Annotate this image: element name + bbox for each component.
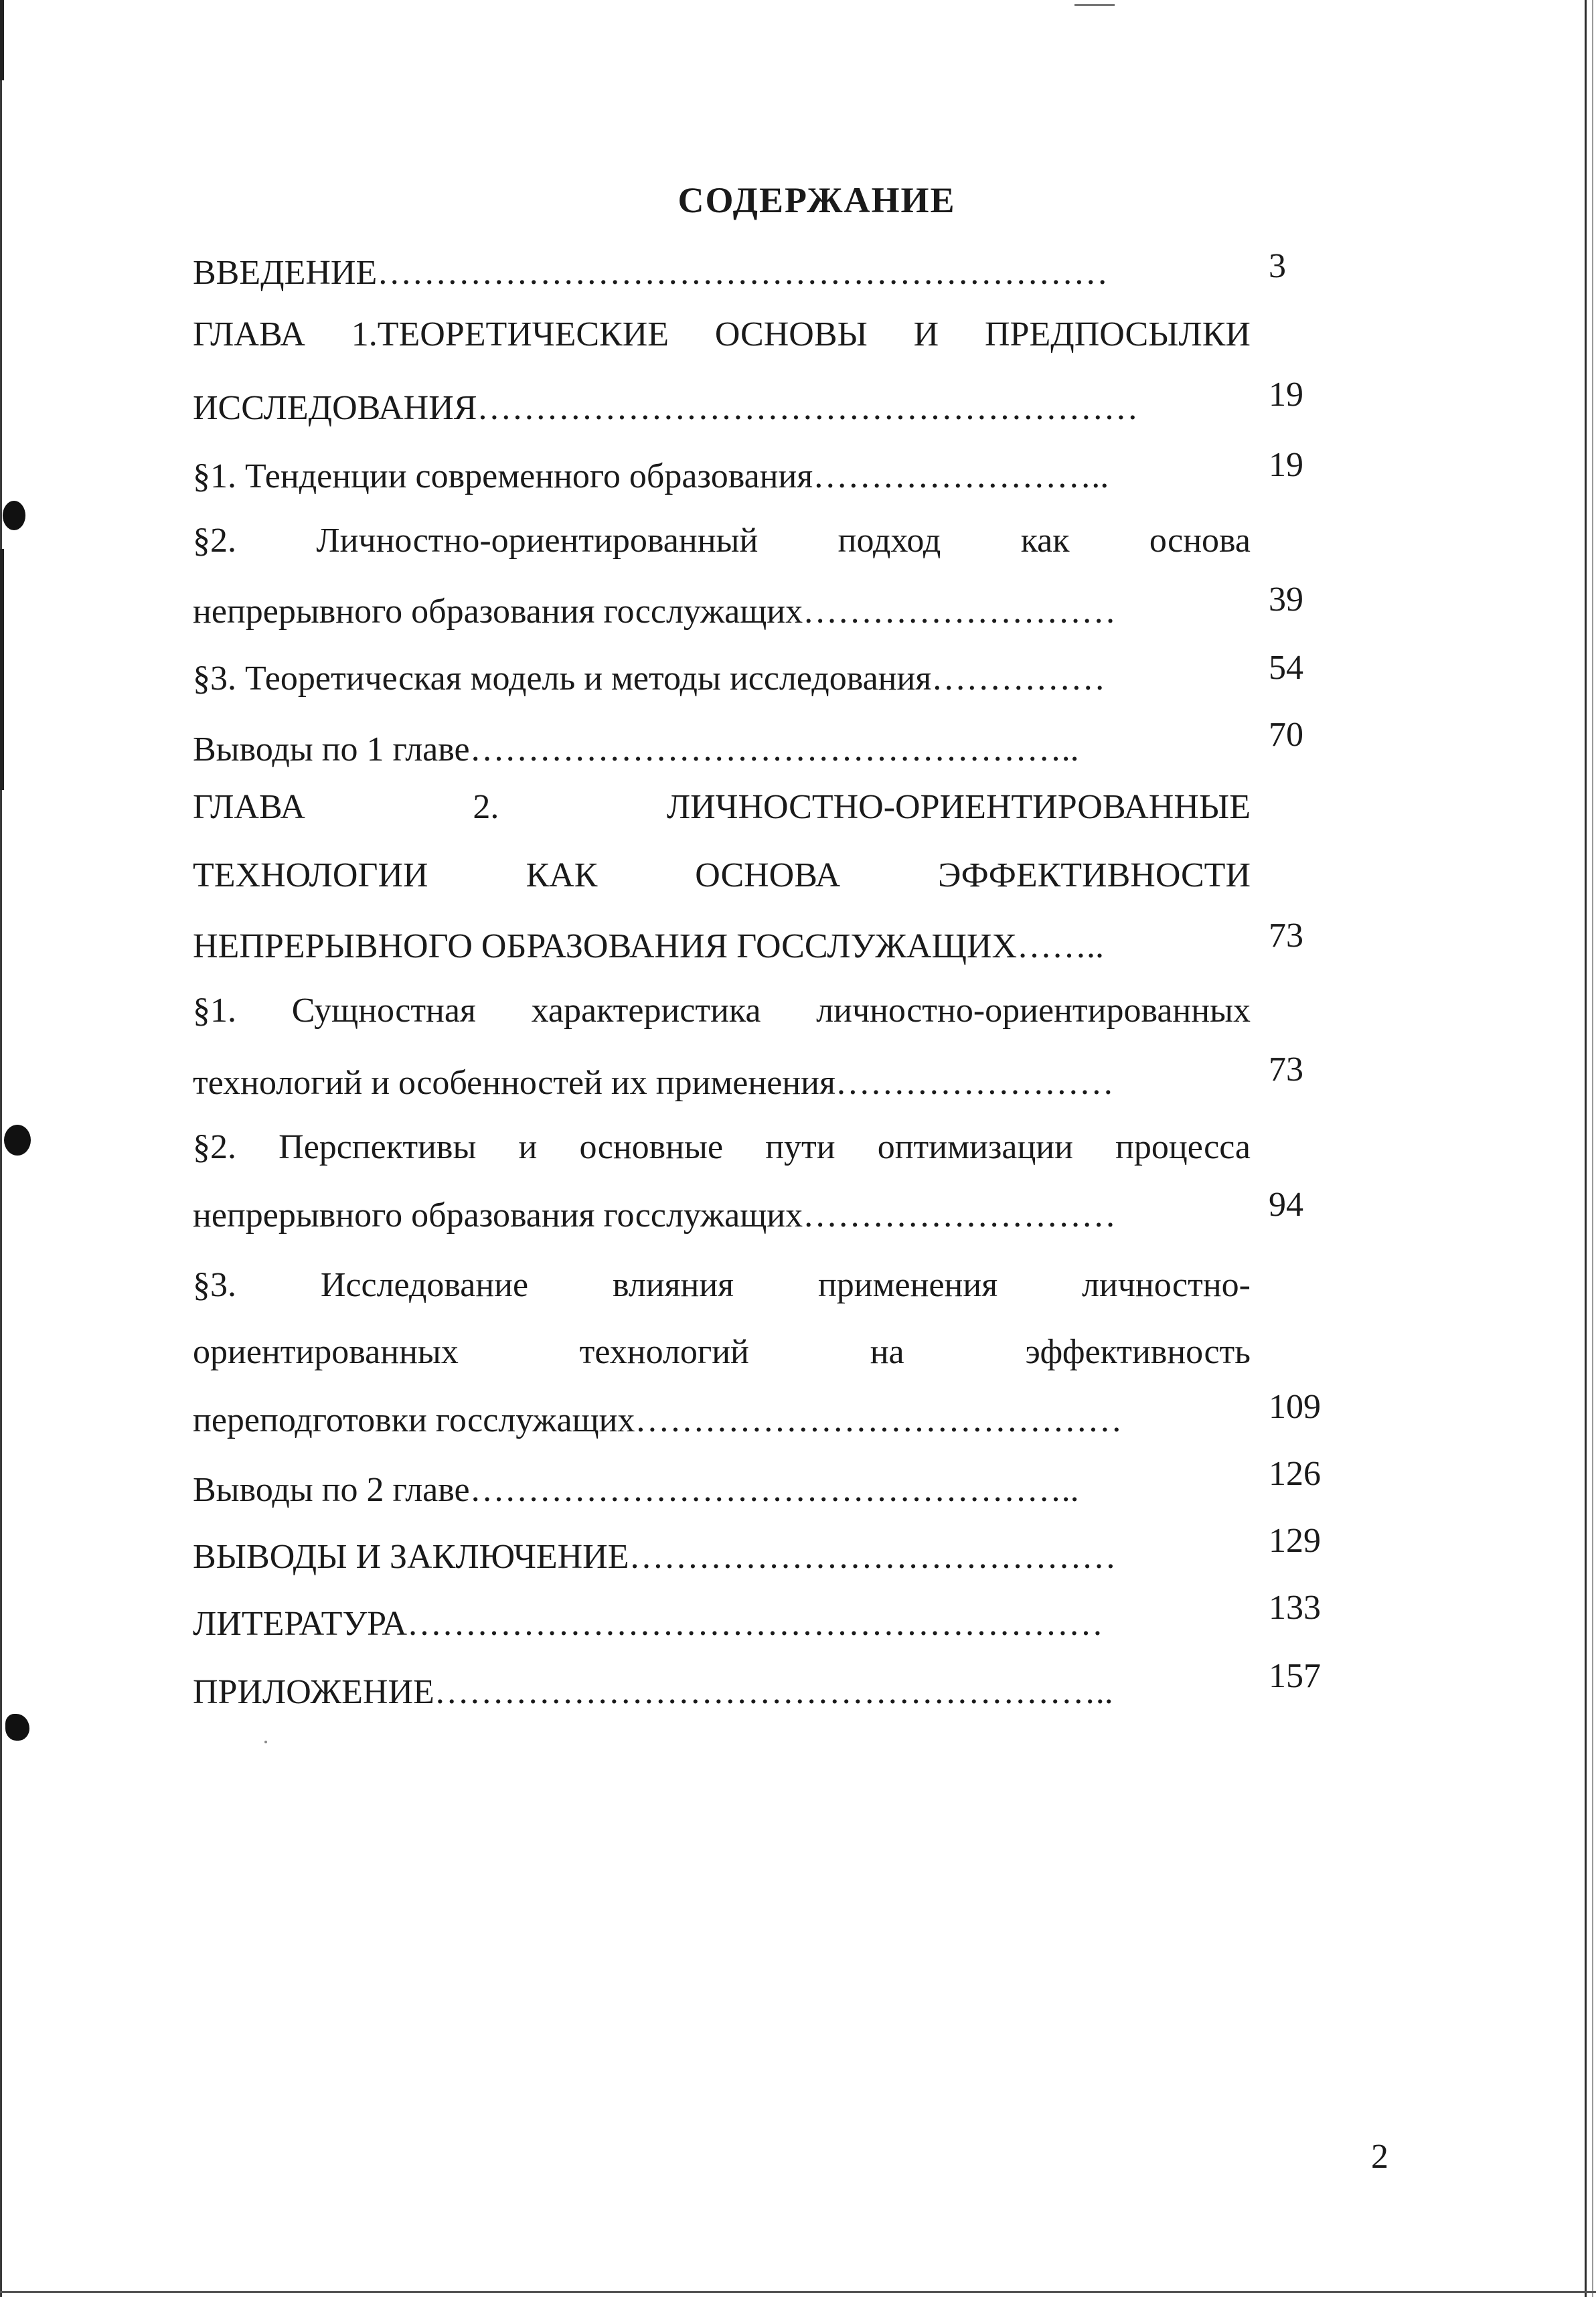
toc-entry-ch2-conclusions: Выводы по 2 главе…………………………………………….. — [193, 1471, 1079, 1509]
toc-entry-ch1-sec1: §1. Тенденции современного образования…………………….. — [193, 457, 1109, 495]
toc-entry-chapter1-line2: ИССЛЕДОВАНИЯ………………………………………………… — [193, 389, 1139, 427]
toc-page-number: 73 — [1269, 1050, 1303, 1089]
scan-edge-bottom — [0, 2291, 1596, 2293]
toc-page-number: 70 — [1269, 716, 1303, 754]
toc-entry-ch1-sec2-line1: §2. Личностно-ориентированный подход как основа — [193, 522, 1251, 560]
toc-entry-chapter1-line1: ГЛАВА 1.ТЕОРЕТИЧЕСКИЕ ОСНОВЫ И ПРЕДПОСЫЛКИ — [193, 315, 1251, 353]
toc-page-number: 94 — [1269, 1186, 1303, 1224]
scan-edge-right — [1585, 0, 1587, 2297]
toc-entry-ch2-sec3-line2: ориентированных технологий на эффективность — [193, 1333, 1251, 1371]
scan-edge-right — [1592, 0, 1593, 2297]
toc-entry-chapter2-line2: ТЕХНОЛОГИИ КАК ОСНОВА ЭФФЕКТИВНОСТИ — [193, 856, 1251, 894]
toc-entry-introduction: ВВЕДЕНИЕ……………………………………………………… — [193, 254, 1109, 292]
punch-hole — [5, 1714, 29, 1741]
toc-page-number: 3 — [1269, 247, 1286, 285]
scan-bar — [0, 0, 4, 80]
toc-page-number: 39 — [1269, 580, 1303, 619]
toc-entry-ch2-sec3-line3: переподготовки госслужащих…………………………………… — [193, 1401, 1123, 1439]
toc-page-number: 133 — [1269, 1589, 1321, 1627]
toc-entry-chapter2-line1: ГЛАВА 2. ЛИЧНОСТНО-ОРИЕНТИРОВАННЫЕ — [193, 788, 1251, 826]
toc-page-number: 157 — [1269, 1657, 1321, 1695]
toc-entry-ch2-sec2-line2: непрерывного образования госслужащих……………………… — [193, 1196, 1117, 1235]
toc-entry-ch2-sec2-line1: §2. Перспективы и основные пути оптимизации процесса — [193, 1128, 1251, 1166]
toc-entry-conclusions: ВЫВОДЫ И ЗАКЛЮЧЕНИЕ…………………………………… — [193, 1538, 1117, 1576]
toc-title: СОДЕРЖАНИЕ — [677, 180, 956, 220]
scan-speck — [264, 1741, 267, 1743]
punch-hole — [4, 1125, 31, 1156]
toc-page-number: 19 — [1269, 446, 1303, 484]
toc-entry-literature: ЛИТЕРАТУРА…………………………………………………… — [193, 1605, 1103, 1643]
punch-hole — [3, 501, 25, 530]
scan-edge-left — [0, 0, 2, 2297]
toc-entry-ch1-conclusions: Выводы по 1 главе…………………………………………….. — [193, 730, 1079, 769]
toc-entry-ch1-sec3: §3. Теоретическая модель и методы исследования…………… — [193, 659, 1106, 698]
toc-entry-chapter2-line3: НЕПРЕРЫВНОГО ОБРАЗОВАНИЯ ГОССЛУЖАЩИХ…….. — [193, 927, 1105, 965]
toc-entry-appendix: ПРИЛОЖЕНИЕ………………………………………………….. — [193, 1673, 1113, 1711]
toc-entry-ch2-sec3-line1: §3. Исследование влияния применения личностно- — [193, 1266, 1251, 1304]
toc-page-number: 129 — [1269, 1522, 1321, 1560]
toc-entry-ch1-sec2-line2: непрерывного образования госслужащих……………………… — [193, 592, 1117, 631]
toc-page-number: 73 — [1269, 917, 1303, 955]
toc-page-number: 19 — [1269, 376, 1303, 414]
toc-page-number: 126 — [1269, 1455, 1321, 1493]
page-number: 2 — [1371, 2138, 1388, 2176]
scan-mark — [1074, 4, 1115, 6]
toc-entry-ch2-sec1-line1: §1. Сущностная характеристика личностно-ориентированных — [193, 992, 1251, 1030]
scan-bar — [0, 549, 4, 790]
toc-entry-ch2-sec1-line2: технологий и особенностей их применения…………………… — [193, 1064, 1114, 1102]
toc-page-number: 54 — [1269, 649, 1303, 687]
toc-page-number: 109 — [1269, 1388, 1321, 1426]
